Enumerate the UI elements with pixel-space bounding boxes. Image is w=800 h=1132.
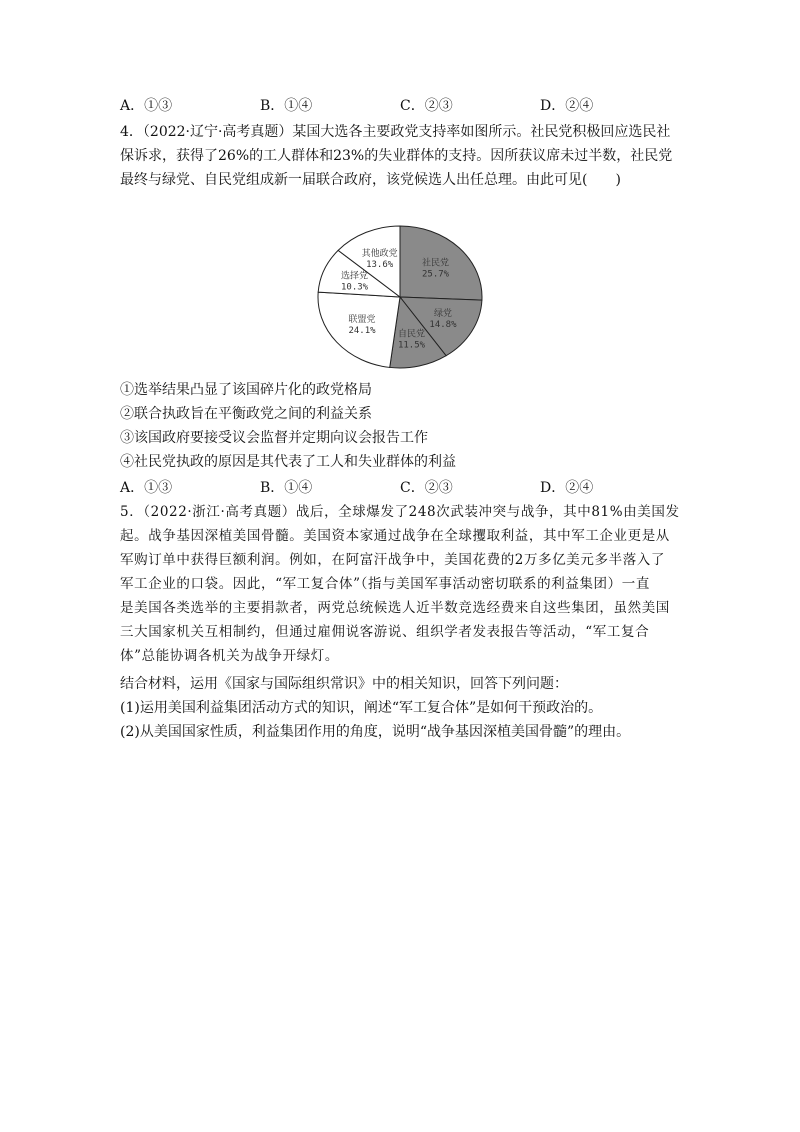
pie-label-value: 24.1%: [348, 326, 376, 337]
q5-questions: [120, 672, 680, 744]
q4-stem-line: 4．（2022·辽宁·高考真题）某国大选各主要政党支持率如图所示。社民党积极回应选民社: [120, 124, 671, 140]
q4-stem-line: 最终与绿党、自民党组成新一届联合政府，该党候选人出任总理。由此可见( ): [120, 172, 621, 188]
option-b: B．①④: [260, 98, 313, 114]
q4-stem: [120, 120, 680, 192]
option-c: C．②③: [400, 480, 453, 496]
pie-label-party: 绿党: [433, 308, 452, 319]
pie-label-value: 10.3%: [340, 282, 369, 293]
pie-label-value: 13.6%: [366, 260, 394, 271]
q4-options: [120, 477, 680, 499]
pie-label-value: 14.8%: [429, 319, 457, 330]
option-a: A．①③: [120, 480, 173, 496]
option-c: C．②③: [400, 98, 453, 114]
party-support-pie-chart: [316, 224, 484, 370]
q5-material-line: 三大国家机关互相制约，但通过雇佣说客游说、组织学者发表报告等活动，“军工复合: [120, 624, 650, 640]
q5-instruction: 结合材料，运用《国家与国际组织常识》中的相关知识，回答下列问题：: [120, 676, 568, 692]
q5-material-line: 军工企业的口袋。因此，“军工复合体”（指与美国军事活动密切联系的利益集团）一直: [120, 576, 650, 592]
statement-3: ③该国政府要接受议会监督并定期向议会报告工作: [120, 430, 428, 446]
option-b: B．①④: [260, 480, 313, 496]
q5-sub-question-2: (2)从美国国家性质，利益集团作用的角度，说明“战争基因深植美国骨髓”的理由。: [120, 724, 631, 740]
pie-label-party: 联盟党: [348, 315, 376, 326]
q5-material-line: 起。战争基因深植美国骨髓。美国资本家通过战争在全球攫取利益，其中军工企业更是从: [120, 528, 670, 544]
q5-sub-question-1: (1)运用美国利益集团活动方式的知识，阐述“军工复合体”是如何干预政治的。: [120, 700, 603, 716]
option-a: A．①③: [120, 98, 173, 114]
q4-statements: [120, 378, 680, 474]
statement-2: ②联合执政旨在平衡政党之间的利益关系: [120, 406, 372, 422]
option-d: D．②④: [540, 98, 594, 114]
q5-material-line: 军购订单中获得巨额利润。例如，在阿富汗战争中，美国花费的2万多亿美元多半落入了: [120, 552, 665, 568]
pie-label-value: 11.5%: [397, 340, 426, 351]
pie-label-party: 社民党: [422, 258, 450, 269]
q4-stem-line: 保诉求，获得了26%的工人群体和23%的失业群体的支持。因所获议席未过半数，社民党: [120, 148, 673, 164]
q5-material-line: 是美国各类选举的主要捐款者，两党总统候选人近半数竞选经费来自这些集团，虽然美国: [120, 600, 670, 616]
statement-4: ④社民党执政的原因是其代表了工人和失业群体的利益: [120, 454, 456, 470]
q5-material-line: 5．（2022·浙江·高考真题）战后，全球爆发了248次武装冲突与战争，其中81%由美国发: [120, 504, 680, 520]
pie-label-party: 其他政党: [361, 249, 398, 260]
statement-1: ①选举结果凸显了该国碎片化的政党格局: [120, 382, 372, 398]
q5-material-line: 体”总能协调各机关为战争开绿灯。: [120, 648, 340, 664]
q3-options: [120, 95, 680, 117]
option-d: D．②④: [540, 480, 594, 496]
pie-label-party: 选择党: [341, 271, 369, 282]
q5-material: [120, 500, 680, 668]
pie-label-value: 25.7%: [421, 269, 450, 280]
pie-label-party: 自民党: [397, 329, 425, 340]
